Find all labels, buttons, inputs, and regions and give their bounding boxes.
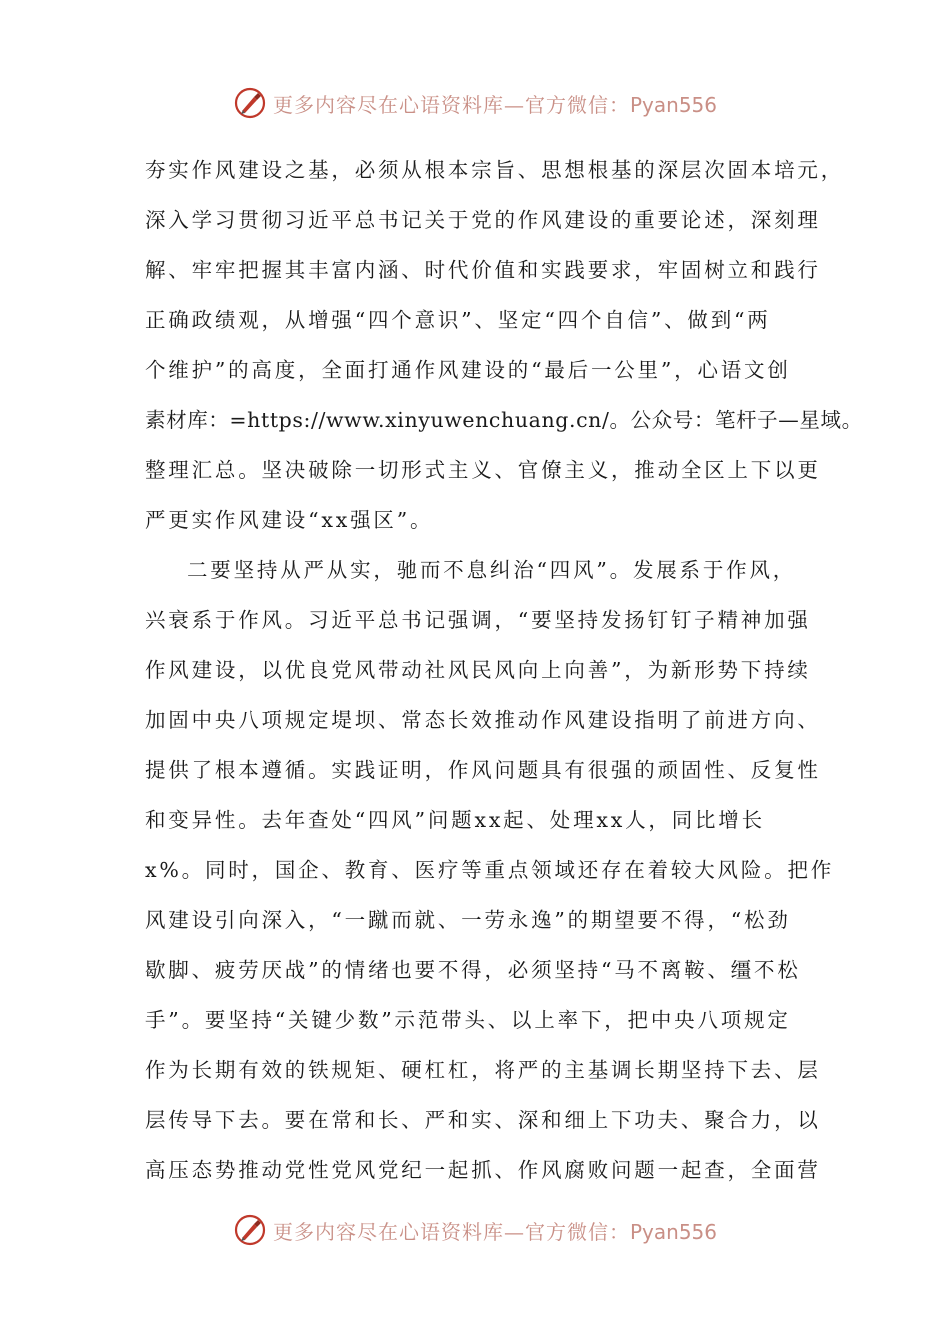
- text-line: 正确政绩观，从增强“四个意识”、坚定“四个自信”、做到“两: [145, 308, 771, 332]
- paragraph-start-line: 二要坚持从严从实，驰而不息纠治“四风”。发展系于作风，: [187, 558, 797, 582]
- header-watermark: [0, 83, 950, 123]
- text-line: 歇脚、疲劳厌战”的情绪也要不得，必须坚持“马不离鞍、缰不松: [145, 958, 801, 982]
- pen-logo-icon: [233, 1213, 267, 1247]
- watermark-text: 更多内容尽在心语资料库—官方微信：Pyan556: [272, 92, 717, 117]
- text-line: 层传导下去。要在常和长、严和实、深和细上下功夫、聚合力，以: [145, 1108, 821, 1132]
- text-line: 解、牢牢把握其丰富内涵、时代价值和实践要求，牢固树立和践行: [145, 258, 821, 282]
- text-line: 严更实作风建设“xx强区”。: [145, 508, 434, 532]
- text-line: 高压态势推动党性党风党纪一起抓、作风腐败问题一起查，全面营: [145, 1158, 821, 1182]
- text-line: 兴衰系于作风。习近平总书记强调，“要坚持发扬钉钉子精神加强: [145, 608, 811, 632]
- text-line: 整理汇总。坚决破除一切形式主义、官僚主义，推动全区上下以更: [145, 458, 821, 482]
- text-line: 手”。要坚持“关键少数”示范带头、以上率下，把中央八项规定: [145, 1008, 791, 1032]
- document-body: [145, 145, 863, 1195]
- text-line: x%。同时，国企、教育、医疗等重点领域还存在着较大风险。把作: [145, 858, 835, 882]
- text-line: 夯实作风建设之基，必须从根本宗旨、思想根基的深层次固本培元，: [145, 158, 844, 182]
- watermark-text: 更多内容尽在心语资料库—官方微信：Pyan556: [272, 1219, 717, 1244]
- footer-watermark: [0, 1210, 950, 1250]
- text-line: 加固中央八项规定堤坝、常态长效推动作风建设指明了前进方向、: [145, 708, 821, 732]
- text-line: 作风建设，以优良党风带动社风民风向上向善”，为新形势下持续: [145, 658, 811, 682]
- text-line: 素材库：=https://www.xinyuwenchuang.cn/。公众号：笔杆子—星域。: [145, 408, 863, 432]
- text-line: 和变异性。去年查处“四风”问题xx起、处理xx人，同比增长: [145, 808, 765, 832]
- text-line: 提供了根本遵循。实践证明，作风问题具有很强的顽固性、反复性: [145, 758, 821, 782]
- text-line: 深入学习贯彻习近平总书记关于党的作风建设的重要论述，深刻理: [145, 208, 821, 232]
- text-line: 作为长期有效的铁规矩、硬杠杠，将严的主基调长期坚持下去、层: [145, 1058, 821, 1082]
- text-line: 风建设引向深入，“一蹴而就、一劳永逸”的期望要不得，“松劲: [145, 908, 791, 932]
- text-line: 个维护”的高度，全面打通作风建设的“最后一公里”，心语文创: [145, 358, 791, 382]
- pen-logo-icon: [233, 86, 267, 120]
